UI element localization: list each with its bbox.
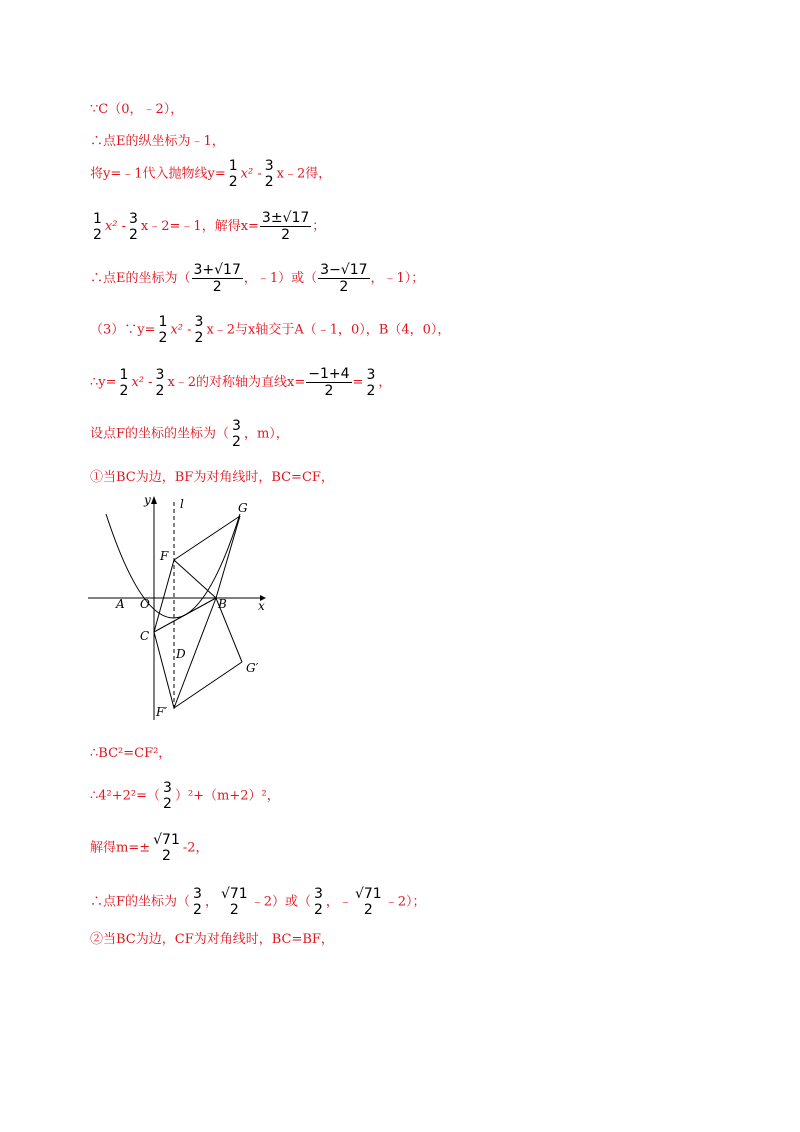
step-solve-x-text-b: x﹣2=﹣1，解得x= [140, 219, 259, 234]
label-f: F [160, 549, 169, 563]
step-e-coordinates-text-a: ∴点E的坐标为（ [90, 271, 191, 286]
fraction-three-half: 3 2 [163, 780, 172, 812]
fraction-axis: $\frac{-1+4}{2}$ [308, 366, 350, 399]
step-set-f-text-b: ，m）， [243, 426, 289, 442]
step-equation-text-a: ∴4²+2²=（ [90, 788, 161, 804]
step-bc-squared: ∴BC²=CF²， [90, 746, 172, 761]
step-part3-text-c: x﹣2与x轴交于A（﹣1，0），B（4，0）， [206, 322, 451, 338]
label-b: B [218, 597, 227, 611]
label-y: y [144, 493, 151, 507]
step-axis-text-a: ∴y= [90, 375, 117, 390]
step-solve-m-text-a: 解得m=± [90, 840, 151, 856]
label-g: G [238, 501, 248, 515]
label-c: C [140, 629, 150, 643]
step-equation-text-b: ）²+（m+2）²， [174, 788, 280, 804]
fraction-three-half: 3 2 [232, 418, 241, 450]
label-g-prime: G′ [246, 661, 259, 675]
fraction-three-half: 3 2 [314, 886, 323, 918]
fraction-three-half: 3 2 [193, 886, 202, 918]
fraction-root-pm: $\frac{3\pm√17}{2}$ [261, 210, 310, 243]
step-e-coordinates-text-b: ，﹣1）或（ [243, 271, 318, 286]
step-substitute-text-b: x² - [240, 166, 262, 182]
step-part3-text-b: x² - [170, 322, 192, 338]
step-f-coordinates-text-e: ﹣2）； [384, 894, 426, 910]
step-solve-m-text-b: -2， [182, 840, 209, 856]
step-part3-intersections [90, 314, 450, 346]
step-axis-of-symmetry [90, 366, 391, 399]
step-e-coordinates-text-c: ，﹣1）； [370, 271, 425, 286]
label-l: l [180, 497, 184, 511]
y-axis-arrow [151, 496, 157, 504]
step-c-coordinate: ∵C（0，﹣2）， [90, 102, 184, 117]
fraction-three-half: 3 2 [155, 366, 165, 399]
step-set-f [90, 418, 289, 450]
fraction-root71: √71 2 [220, 886, 248, 918]
fraction-three-half: 3 2 [366, 366, 376, 399]
step-equation [90, 780, 280, 812]
step-solve-m [90, 832, 209, 864]
step-axis-text-d: = [352, 375, 364, 390]
step-solve-x-text-a: x² - [104, 219, 126, 234]
step-axis-text-c: x﹣2的对称轴为直线x= [167, 375, 306, 390]
coordinate-figure [88, 492, 278, 722]
fraction-half: 1 2 [228, 158, 238, 190]
label-a: A [116, 597, 125, 611]
fraction-three-half: 3 2 [264, 158, 274, 190]
label-x: x [258, 599, 265, 613]
fraction-half: 1 2 [119, 366, 129, 399]
step-e-ordinate: ∴点E的纵坐标为﹣1， [90, 134, 225, 149]
fraction-root71: √71 2 [354, 886, 382, 918]
label-f-prime: F′ [156, 705, 168, 719]
step-f-coordinates-text-d: ，﹣ [325, 894, 352, 910]
fraction-three-half: 3 2 [129, 210, 138, 243]
step-f-coordinates-text-c: ﹣2）或（ [250, 894, 311, 910]
step-set-f-text-a: 设点F的坐标的坐标为（ [90, 426, 230, 442]
segment-fg [174, 516, 240, 560]
step-solve-x [90, 210, 325, 243]
case-1-heading: ①当BC为边，BF为对角线时，BC=CF， [90, 470, 334, 485]
step-f-coordinates-text-a: ∴点F的坐标为（ [90, 894, 191, 910]
step-part3-text-a: （3）∵y= [90, 322, 156, 338]
segment-cfprime [154, 632, 174, 708]
fraction-root-plus: $\frac{3+√17}{2}$ [193, 262, 241, 295]
fraction-root71: √71 2 [153, 832, 180, 864]
label-o: O [140, 597, 150, 611]
step-e-coordinates [90, 262, 424, 295]
step-substitute-text-a: 将y=﹣1代入抛物线y= [90, 166, 226, 182]
segment-fprime-gprime [174, 662, 242, 708]
step-axis-text-e: ， [378, 375, 392, 390]
fraction-half: 1 2 [93, 210, 102, 243]
fraction-half: 1 2 [158, 314, 168, 346]
label-d: D [176, 647, 186, 661]
segment-cf [154, 560, 174, 632]
segment-gb [216, 516, 240, 598]
step-substitute [90, 158, 331, 190]
step-f-coordinates [90, 886, 425, 918]
step-axis-text-b: x² - [131, 375, 153, 390]
fraction-root-minus: $\frac{3-√17}{2}$ [320, 262, 368, 295]
case-2-heading: ②当BC为边，CF为对角线时，BC=BF， [90, 932, 334, 947]
step-substitute-text-c: x﹣2得， [276, 166, 332, 182]
segment-cb [154, 598, 216, 632]
step-solve-x-text-c: ； [312, 219, 326, 234]
step-f-coordinates-text-b: ， [204, 894, 218, 910]
segment-fb [174, 560, 216, 598]
fraction-three-half: 3 2 [194, 314, 204, 346]
